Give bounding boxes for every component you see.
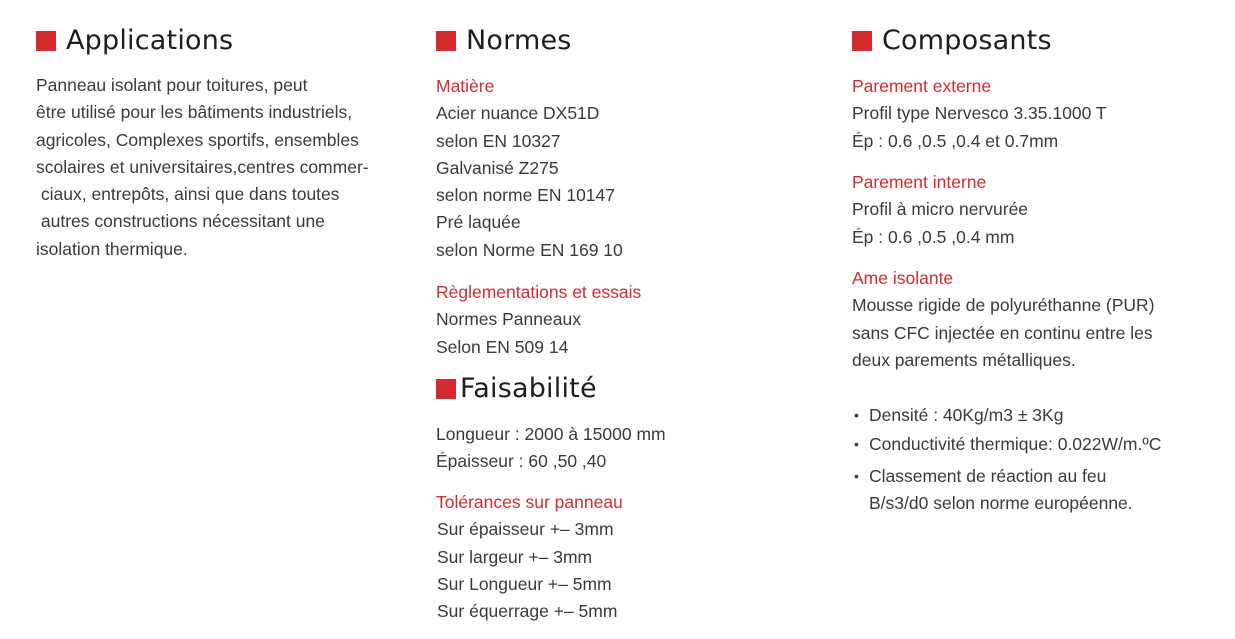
applications-line: scolaires et universitaires,centres commer-	[36, 156, 369, 177]
matiere-line: selon Norme EN 169 10	[436, 239, 623, 260]
tolerances-line: Sur épaisseur +– 3mm	[437, 519, 614, 540]
faisabilite-heading-text: Faisabilité	[460, 373, 597, 404]
matiere-block	[436, 73, 623, 264]
property-text: Densité : 40Kg/m3 ± 3Kg	[869, 405, 1064, 425]
parement-externe-line: Ép : 0.6 ,0.5 ,0.4 et 0.7mm	[852, 130, 1059, 151]
tolerances-line: Sur Longueur +– 5mm	[437, 573, 612, 594]
matiere-label: Matière	[436, 76, 495, 96]
applications-heading-text: Applications	[66, 25, 234, 56]
normes-heading-text: Normes	[466, 25, 572, 56]
matiere-line: Pré laquée	[436, 212, 521, 233]
bullet-icon: •	[854, 467, 859, 484]
red-square-icon	[436, 31, 456, 51]
property-text: Conductivité thermique: 0.022W/m.ºC	[869, 434, 1162, 455]
red-square-icon	[436, 379, 456, 399]
matiere-line: Acier nuance DX51D	[436, 103, 600, 124]
reglementations-line: Normes Panneaux	[436, 309, 581, 330]
property-text: Classement de réaction au feu	[869, 465, 1107, 486]
ame-isolante-label: Ame isolante	[852, 268, 954, 288]
faisabilite-line: Longueur : 2000 à 15000 mm	[436, 424, 666, 444]
faisabilite-line: Épaisseur : 60 ,50 ,40	[436, 451, 607, 472]
reglementations-label: Règlementations et essais	[436, 282, 642, 302]
property-text-continuation: B/s3/d0 selon norme européenne.	[869, 492, 1133, 513]
composants-heading-text: Composants	[882, 25, 1052, 56]
applications-line: Panneau isolant pour toitures, peut	[36, 75, 308, 95]
parement-externe-label: Parement externe	[852, 76, 992, 96]
matiere-line: Galvanisé Z275	[436, 157, 559, 178]
applications-line: être utilisé pour les bâtiments industriels,	[36, 102, 353, 123]
faisabilite-heading	[436, 375, 597, 402]
normes-heading	[436, 27, 572, 54]
parement-interne-block	[852, 169, 1028, 251]
ame-isolante-line: deux parements métalliques.	[852, 349, 1076, 370]
applications-heading	[36, 27, 233, 54]
applications-line: autres constructions nécessitant une	[36, 211, 325, 232]
parement-externe-block	[852, 73, 1107, 155]
matiere-line: selon norme EN 10147	[436, 185, 615, 206]
ame-isolante-block	[852, 265, 1155, 374]
faisabilite-block	[436, 421, 666, 476]
applications-line: isolation thermique.	[36, 238, 188, 259]
parement-externe-line: Profil type Nervesco 3.35.1000 T	[852, 103, 1107, 124]
red-square-icon	[36, 31, 56, 51]
bullet-icon: •	[854, 436, 859, 453]
ame-isolante-line: sans CFC injectée en continu entre les	[852, 322, 1153, 343]
parement-interne-label: Parement interne	[852, 172, 987, 192]
ame-isolante-line: Mousse rigide de polyuréthanne (PUR)	[852, 295, 1155, 316]
tolerances-line: Sur équerrage +– 5mm	[437, 601, 618, 622]
parement-interne-line: Profil à micro nervurée	[852, 199, 1029, 220]
applications-text	[36, 72, 369, 263]
composants-heading	[852, 27, 1052, 54]
applications-line: agricoles, Complexes sportifs, ensembles	[36, 129, 359, 150]
matiere-line: selon EN 10327	[436, 130, 561, 151]
property-item	[852, 431, 1161, 458]
reglementations-block	[436, 279, 641, 361]
tolerances-label: Tolérances sur panneau	[436, 492, 623, 512]
properties-list	[852, 402, 1161, 517]
property-item	[852, 402, 1161, 429]
red-square-icon	[852, 31, 872, 51]
reglementations-line: Selon EN 509 14	[436, 336, 569, 357]
tolerances-line: Sur largeur +– 3mm	[437, 546, 593, 567]
parement-interne-line: Ép : 0.6 ,0.5 ,0.4 mm	[852, 226, 1015, 247]
tolerances-block	[436, 489, 623, 625]
bullet-icon: •	[854, 407, 859, 423]
applications-line: ciaux, entrepôts, ainsi que dans toutes	[36, 184, 340, 205]
property-item	[852, 463, 1161, 518]
